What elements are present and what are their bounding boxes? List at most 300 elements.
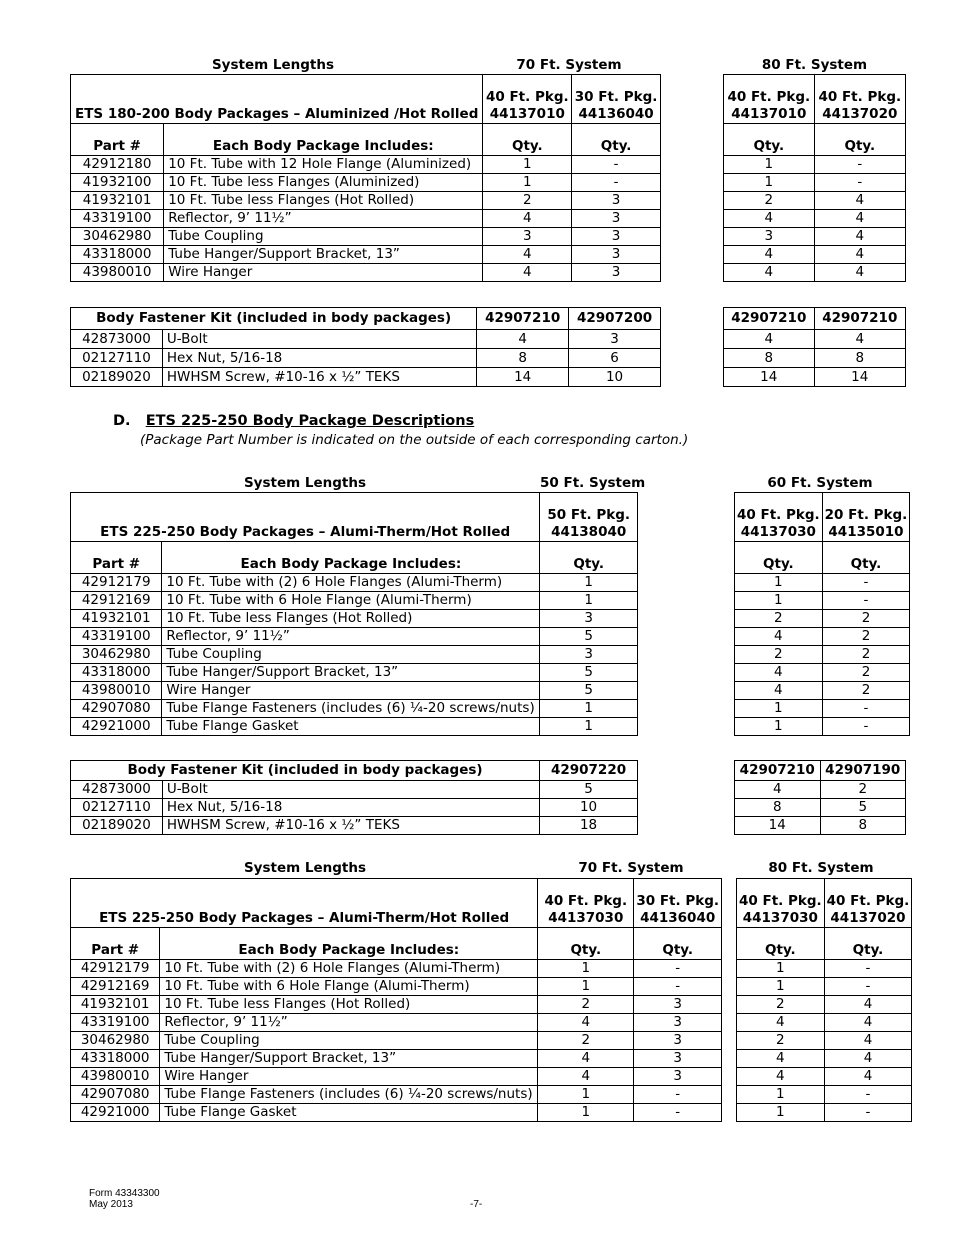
qty-cell: 4: [735, 664, 823, 682]
table-row: [724, 264, 906, 282]
part-description: 10 Ft. Tube with 12 Hole Flange (Aluminized): [164, 156, 483, 174]
table-row: [71, 799, 638, 817]
table-row: [71, 592, 638, 610]
qty-cell: 2: [822, 664, 910, 682]
qty-cell: 3: [572, 246, 661, 264]
qty-cell: -: [572, 174, 661, 192]
part-description: U-Bolt: [162, 330, 476, 349]
qty-cell: 5: [820, 799, 906, 817]
t3-pkg-header: 30 Ft. Pkg. 44136040: [634, 879, 722, 928]
table-row: [737, 1104, 912, 1122]
t1-right-table: [723, 74, 906, 282]
table-row: [71, 174, 661, 192]
part-number: 02189020: [71, 368, 163, 387]
qty-cell: 4: [477, 330, 569, 349]
qty-cell: -: [822, 718, 910, 736]
qty-cell: 3: [572, 228, 661, 246]
qty-cell: 3: [540, 646, 638, 664]
qty-cell: 4: [538, 1050, 634, 1068]
part-number: 43318000: [71, 664, 162, 682]
qty-cell: 4: [824, 1050, 912, 1068]
qty-cell: 1: [737, 1104, 825, 1122]
part-description: Tube Hanger/Support Bracket, 13”: [160, 1050, 538, 1068]
qty-cell: 3: [634, 1032, 722, 1050]
part-description: Tube Flange Fasteners (includes (6) ¼-20 screws/nuts): [160, 1086, 538, 1104]
t1-col-part: Part #: [71, 124, 164, 156]
table-row: [71, 246, 661, 264]
qty-cell: 4: [538, 1014, 634, 1032]
qty-cell: -: [814, 156, 905, 174]
qty-cell: -: [634, 1104, 722, 1122]
qty-cell: 1: [483, 174, 572, 192]
t2-kit-left-table: [70, 760, 638, 835]
qty-cell: 4: [814, 210, 905, 228]
part-number: 02127110: [71, 349, 163, 368]
table-row: [735, 718, 910, 736]
part-description: 10 Ft. Tube with 6 Hole Flange (Alumi-Therm): [162, 592, 540, 610]
section-d-note: (Package Part Number is indicated on the outside of each corresponding carton.): [140, 432, 689, 448]
table-row: [735, 574, 910, 592]
qty-cell: 4: [735, 682, 823, 700]
table-row: [724, 330, 906, 349]
kit-number: 42907190: [820, 761, 906, 781]
part-description: Tube Coupling: [164, 228, 483, 246]
table-row: [737, 960, 912, 978]
table-row: [71, 264, 661, 282]
part-number: 42921000: [71, 1104, 160, 1122]
qty-cell: 1: [735, 718, 823, 736]
qty-cell: 14: [735, 817, 821, 835]
part-description: Tube Coupling: [162, 646, 540, 664]
t3-col-qty: Qty.: [824, 928, 912, 960]
t2-50ft-system-label: 50 Ft. System: [540, 475, 646, 491]
qty-cell: -: [814, 174, 905, 192]
t1-system-lengths-label: System Lengths: [211, 57, 335, 73]
part-number: 42912169: [71, 592, 162, 610]
part-description: HWHSM Screw, #10-16 x ½” TEKS: [162, 368, 476, 387]
table-row: [735, 592, 910, 610]
part-description: Tube Hanger/Support Bracket, 13”: [162, 664, 540, 682]
table-row: [71, 646, 638, 664]
table-row: [71, 1104, 722, 1122]
part-description: Reflector, 9’ 11½”: [160, 1014, 538, 1032]
t2-left-table: [70, 492, 638, 736]
t1-pkg-header: 30 Ft. Pkg. 44136040: [572, 75, 661, 124]
table-row: [71, 664, 638, 682]
part-number: 42907080: [71, 700, 162, 718]
t3-col-each: Each Body Package Includes:: [160, 928, 538, 960]
table-row: [71, 574, 638, 592]
qty-cell: 3: [634, 1050, 722, 1068]
qty-cell: 3: [724, 228, 815, 246]
qty-cell: -: [822, 592, 910, 610]
qty-cell: 4: [483, 264, 572, 282]
part-description: Wire Hanger: [160, 1068, 538, 1086]
part-number: 42912179: [71, 574, 162, 592]
qty-cell: 18: [540, 817, 638, 835]
t1-pkg-header: 40 Ft. Pkg. 44137010: [724, 75, 815, 124]
part-description: Hex Nut, 5/16-18: [162, 799, 539, 817]
qty-cell: -: [824, 960, 912, 978]
t1-left-table: [70, 74, 661, 282]
qty-cell: 4: [824, 996, 912, 1014]
table-row: [724, 368, 906, 387]
qty-cell: 1: [538, 978, 634, 996]
part-number: 43318000: [71, 246, 164, 264]
part-description: 10 Ft. Tube with 6 Hole Flange (Alumi-Therm): [160, 978, 538, 996]
part-number: 42912169: [71, 978, 160, 996]
t3-70ft-system-label: 70 Ft. System: [578, 860, 684, 876]
kit-number: 42907210: [735, 761, 821, 781]
part-description: 10 Ft. Tube less Flanges (Hot Rolled): [160, 996, 538, 1014]
part-number: 02189020: [71, 817, 163, 835]
part-number: 41932101: [71, 610, 162, 628]
qty-cell: -: [822, 700, 910, 718]
part-number: 41932101: [71, 996, 160, 1014]
qty-cell: 4: [824, 1014, 912, 1032]
t3-col-qty: Qty.: [634, 928, 722, 960]
form-date: May 2013: [89, 1199, 133, 1210]
qty-cell: 4: [483, 246, 572, 264]
part-description: Tube Flange Fasteners (includes (6) ¼-20 screws/nuts): [162, 700, 540, 718]
qty-cell: 3: [483, 228, 572, 246]
qty-cell: 4: [724, 246, 815, 264]
t1-80ft-system-label: 80 Ft. System: [761, 57, 868, 73]
qty-cell: 3: [569, 330, 661, 349]
qty-cell: -: [824, 978, 912, 996]
table-row: [737, 1086, 912, 1104]
table-row: [737, 1050, 912, 1068]
t1-70ft-system-label: 70 Ft. System: [516, 57, 622, 73]
table-row: [735, 628, 910, 646]
qty-cell: 5: [540, 781, 638, 799]
qty-cell: 2: [735, 610, 823, 628]
part-number: 42873000: [71, 330, 163, 349]
table-row: [71, 1014, 722, 1032]
part-number: 43980010: [71, 1068, 160, 1086]
t3-system-lengths-label: System Lengths: [243, 860, 367, 876]
t3-right-table: [736, 878, 912, 1122]
t1-kit-right-table: [723, 307, 906, 387]
table-row: [737, 1068, 912, 1086]
part-number: 43980010: [71, 264, 164, 282]
kit-number: 42907220: [540, 761, 638, 781]
qty-cell: 1: [735, 574, 823, 592]
qty-cell: -: [634, 978, 722, 996]
t2-col-each: Each Body Package Includes:: [162, 542, 540, 574]
qty-cell: -: [634, 1086, 722, 1104]
qty-cell: 3: [572, 192, 661, 210]
qty-cell: 4: [824, 1032, 912, 1050]
qty-cell: 2: [822, 682, 910, 700]
qty-cell: 4: [735, 628, 823, 646]
part-description: Tube Hanger/Support Bracket, 13”: [164, 246, 483, 264]
table-row: [735, 610, 910, 628]
t1-col-qty: Qty.: [724, 124, 815, 156]
part-number: 43319100: [71, 210, 164, 228]
t2-pkg-header: 50 Ft. Pkg. 44138040: [540, 493, 638, 542]
table-row: [737, 1032, 912, 1050]
qty-cell: -: [634, 960, 722, 978]
part-description: Tube Coupling: [160, 1032, 538, 1050]
qty-cell: 2: [737, 1032, 825, 1050]
t3-left-table: [70, 878, 722, 1122]
qty-cell: 2: [822, 628, 910, 646]
part-number: 42873000: [71, 781, 163, 799]
part-number: 43980010: [71, 682, 162, 700]
table-row: [71, 1086, 722, 1104]
t2-pkg-header: 40 Ft. Pkg. 44137030: [735, 493, 823, 542]
part-number: 42912179: [71, 960, 160, 978]
table-row: [735, 817, 906, 835]
part-description: Tube Flange Gasket: [162, 718, 540, 736]
table-row: [71, 682, 638, 700]
qty-cell: 4: [824, 1068, 912, 1086]
table-row: [71, 817, 638, 835]
part-number: 43319100: [71, 1014, 160, 1032]
part-description: Wire Hanger: [164, 264, 483, 282]
qty-cell: 14: [477, 368, 569, 387]
table-row: [71, 330, 661, 349]
qty-cell: 3: [634, 1014, 722, 1032]
kit-number: 42907210: [724, 308, 815, 330]
t2-col-qty: Qty.: [735, 542, 823, 574]
page-number: -7-: [470, 1199, 483, 1210]
qty-cell: 4: [814, 330, 905, 349]
t3-pkg-header: 40 Ft. Pkg. 44137030: [538, 879, 634, 928]
qty-cell: 4: [737, 1068, 825, 1086]
t2-kit-title: Body Fastener Kit (included in body packages): [71, 761, 540, 781]
t1-title: ETS 180-200 Body Packages – Aluminized /Hot Rolled: [71, 75, 483, 124]
table-row: [724, 349, 906, 368]
qty-cell: 2: [822, 610, 910, 628]
table-row: [724, 192, 906, 210]
qty-cell: 8: [477, 349, 569, 368]
qty-cell: 8: [724, 349, 815, 368]
t2-system-lengths-label: System Lengths: [243, 475, 367, 491]
t1-col-qty: Qty.: [572, 124, 661, 156]
part-description: Tube Flange Gasket: [160, 1104, 538, 1122]
qty-cell: 1: [540, 700, 638, 718]
t2-col-part: Part #: [71, 542, 162, 574]
part-number: 42907080: [71, 1086, 160, 1104]
table-row: [735, 700, 910, 718]
qty-cell: 4: [483, 210, 572, 228]
part-description: 10 Ft. Tube with (2) 6 Hole Flanges (Alumi-Therm): [160, 960, 538, 978]
t3-col-qty: Qty.: [737, 928, 825, 960]
part-description: U-Bolt: [162, 781, 539, 799]
qty-cell: 1: [538, 1086, 634, 1104]
part-description: Hex Nut, 5/16-18: [162, 349, 476, 368]
table-row: [71, 718, 638, 736]
table-row: [71, 1050, 722, 1068]
t2-pkg-header: 20 Ft. Pkg. 44135010: [822, 493, 910, 542]
qty-cell: 3: [540, 610, 638, 628]
qty-cell: 1: [538, 1104, 634, 1122]
part-description: 10 Ft. Tube less Flanges (Hot Rolled): [162, 610, 540, 628]
table-row: [71, 192, 661, 210]
table-row: [735, 799, 906, 817]
t3-pkg-header: 40 Ft. Pkg. 44137020: [824, 879, 912, 928]
qty-cell: 1: [737, 960, 825, 978]
t1-kit-title: Body Fastener Kit (included in body packages): [71, 308, 477, 330]
qty-cell: 10: [569, 368, 661, 387]
t1-col-qty: Qty.: [814, 124, 905, 156]
section-d-heading: [113, 413, 474, 429]
qty-cell: 2: [483, 192, 572, 210]
table-row: [71, 996, 722, 1014]
table-row: [724, 246, 906, 264]
qty-cell: 6: [569, 349, 661, 368]
qty-cell: 4: [737, 1050, 825, 1068]
t3-col-qty: Qty.: [538, 928, 634, 960]
qty-cell: 10: [540, 799, 638, 817]
table-row: [71, 210, 661, 228]
qty-cell: 3: [634, 996, 722, 1014]
part-number: 30462980: [71, 1032, 160, 1050]
kit-number: 42907210: [477, 308, 569, 330]
qty-cell: 2: [820, 781, 906, 799]
qty-cell: -: [824, 1086, 912, 1104]
table-row: [71, 1032, 722, 1050]
table-row: [71, 700, 638, 718]
part-number: 02127110: [71, 799, 163, 817]
table-row: [71, 978, 722, 996]
part-description: Reflector, 9’ 11½”: [164, 210, 483, 228]
table-row: [724, 156, 906, 174]
table-row: [737, 996, 912, 1014]
part-number: 42912180: [71, 156, 164, 174]
qty-cell: 2: [724, 192, 815, 210]
t2-col-qty: Qty.: [822, 542, 910, 574]
qty-cell: 1: [540, 718, 638, 736]
form-number: Form 43343300: [89, 1188, 160, 1199]
qty-cell: 4: [737, 1014, 825, 1032]
table-row: [737, 978, 912, 996]
t1-col-qty: Qty.: [483, 124, 572, 156]
t2-title: ETS 225-250 Body Packages – Alumi-Therm/Hot Rolled: [71, 493, 540, 542]
part-description: Reflector, 9’ 11½”: [162, 628, 540, 646]
qty-cell: 2: [737, 996, 825, 1014]
qty-cell: 2: [538, 996, 634, 1014]
part-number: 43318000: [71, 1050, 160, 1068]
qty-cell: 5: [540, 628, 638, 646]
qty-cell: 1: [724, 156, 815, 174]
qty-cell: 1: [483, 156, 572, 174]
qty-cell: 5: [540, 682, 638, 700]
qty-cell: 1: [735, 592, 823, 610]
t1-pkg-header: 40 Ft. Pkg. 44137020: [814, 75, 905, 124]
part-description: 10 Ft. Tube less Flanges (Hot Rolled): [164, 192, 483, 210]
t2-right-table: [734, 492, 910, 736]
t3-pkg-header: 40 Ft. Pkg. 44137030: [737, 879, 825, 928]
qty-cell: 4: [814, 264, 905, 282]
kit-number: 42907210: [814, 308, 905, 330]
table-row: [71, 1068, 722, 1086]
part-description: 10 Ft. Tube less Flanges (Aluminized): [164, 174, 483, 192]
qty-cell: 3: [572, 210, 661, 228]
qty-cell: 4: [724, 210, 815, 228]
t1-col-each: Each Body Package Includes:: [164, 124, 483, 156]
part-description: 10 Ft. Tube with (2) 6 Hole Flanges (Alumi-Therm): [162, 574, 540, 592]
table-row: [71, 156, 661, 174]
part-number: 42921000: [71, 718, 162, 736]
t3-80ft-system-label: 80 Ft. System: [768, 860, 874, 876]
table-row: [735, 682, 910, 700]
qty-cell: 8: [735, 799, 821, 817]
table-row: [724, 228, 906, 246]
part-number: 41932100: [71, 174, 164, 192]
t1-pkg-header: 40 Ft. Pkg. 44137010: [483, 75, 572, 124]
qty-cell: 1: [724, 174, 815, 192]
qty-cell: -: [572, 156, 661, 174]
qty-cell: 14: [814, 368, 905, 387]
table-row: [71, 960, 722, 978]
qty-cell: 4: [724, 264, 815, 282]
qty-cell: 1: [538, 960, 634, 978]
qty-cell: 2: [538, 1032, 634, 1050]
qty-cell: 5: [540, 664, 638, 682]
qty-cell: 1: [540, 574, 638, 592]
table-row: [71, 610, 638, 628]
qty-cell: 8: [814, 349, 905, 368]
part-description: Wire Hanger: [162, 682, 540, 700]
t1-kit-left-table: [70, 307, 661, 387]
qty-cell: 4: [814, 228, 905, 246]
section-title: ETS 225-250 Body Package Descriptions: [145, 413, 475, 429]
table-row: [71, 628, 638, 646]
table-row: [724, 210, 906, 228]
table-row: [71, 781, 638, 799]
part-number: 43319100: [71, 628, 162, 646]
t3-title: ETS 225-250 Body Packages – Alumi-Therm/Hot Rolled: [71, 879, 538, 928]
table-row: [735, 781, 906, 799]
part-number: 30462980: [71, 228, 164, 246]
table-row: [71, 368, 661, 387]
qty-cell: 1: [540, 592, 638, 610]
kit-number: 42907200: [569, 308, 661, 330]
qty-cell: 3: [634, 1068, 722, 1086]
table-row: [735, 664, 910, 682]
t2-60ft-system-label: 60 Ft. System: [767, 475, 873, 491]
section-letter: D.: [113, 413, 131, 429]
part-number: 41932101: [71, 192, 164, 210]
part-description: HWHSM Screw, #10-16 x ½” TEKS: [162, 817, 539, 835]
qty-cell: 4: [814, 246, 905, 264]
t3-col-part: Part #: [71, 928, 160, 960]
qty-cell: 1: [735, 700, 823, 718]
footer-form: [89, 1188, 160, 1210]
table-row: [735, 646, 910, 664]
table-row: [71, 228, 661, 246]
qty-cell: 14: [724, 368, 815, 387]
qty-cell: -: [822, 574, 910, 592]
qty-cell: 2: [735, 646, 823, 664]
qty-cell: -: [824, 1104, 912, 1122]
qty-cell: 1: [737, 1086, 825, 1104]
qty-cell: 8: [820, 817, 906, 835]
qty-cell: 2: [822, 646, 910, 664]
qty-cell: 4: [735, 781, 821, 799]
table-row: [724, 174, 906, 192]
table-row: [737, 1014, 912, 1032]
table-row: [71, 349, 661, 368]
qty-cell: 4: [538, 1068, 634, 1086]
part-number: 30462980: [71, 646, 162, 664]
qty-cell: 3: [572, 264, 661, 282]
t2-kit-right-table: [734, 760, 906, 835]
qty-cell: 1: [737, 978, 825, 996]
